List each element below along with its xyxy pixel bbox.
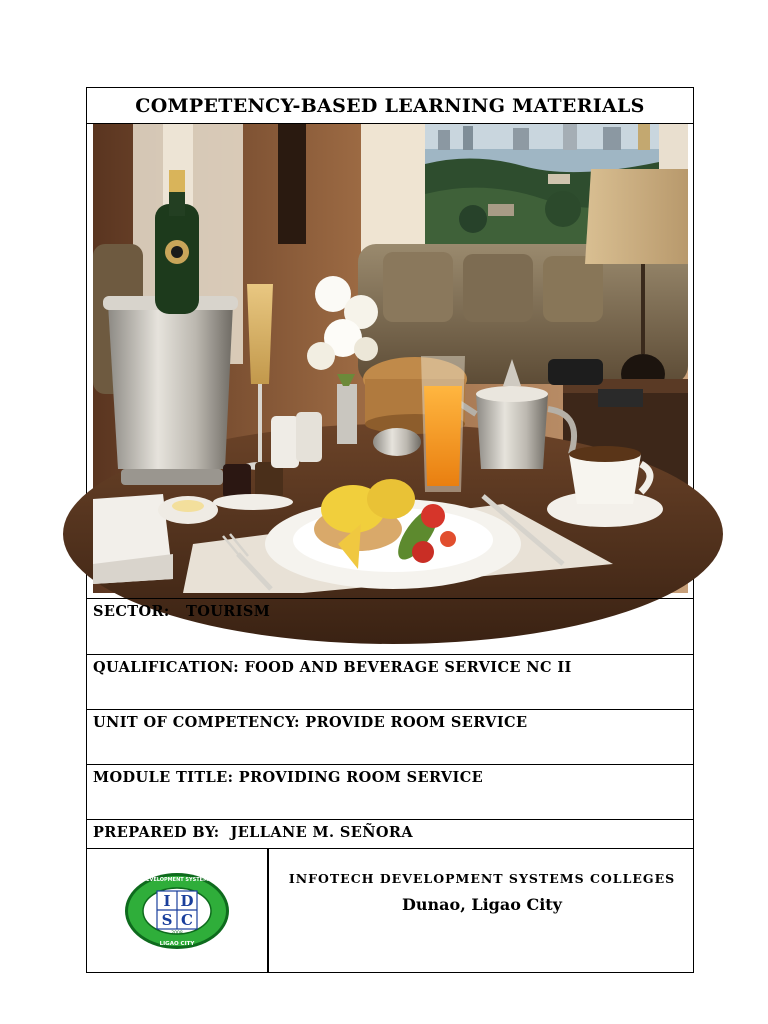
seal-letter-c: C bbox=[181, 910, 193, 929]
module-title-label: MODULE TITLE: PROVIDING ROOM SERVICE bbox=[93, 769, 484, 786]
unit-of-competency-label: UNIT OF COMPETENCY: PROVIDE ROOM SERVICE bbox=[93, 714, 528, 731]
sector-row bbox=[87, 598, 693, 654]
seal-bottom-text: LIGAO CITY bbox=[159, 940, 195, 947]
prepared-by-row bbox=[87, 819, 693, 848]
title-row bbox=[87, 88, 693, 124]
school-name: INFOTECH DEVELOPMENT SYSTEMS COLLEGES bbox=[288, 871, 676, 886]
unit-of-competency-row bbox=[87, 709, 693, 765]
prepared-by-label: PREPARED BY: JELLANE M. SEÑORA bbox=[93, 824, 414, 841]
cover-page bbox=[86, 87, 694, 973]
seal-year: 2008 bbox=[171, 930, 183, 936]
sector-label: SECTOR: TOURISM bbox=[93, 603, 271, 620]
qualification-row bbox=[87, 654, 693, 710]
seal-letter-d: D bbox=[180, 891, 194, 910]
school-footer bbox=[87, 848, 693, 972]
module-title-row bbox=[87, 764, 693, 820]
qualification-label: QUALIFICATION: FOOD AND BEVERAGE SERVICE NC II bbox=[93, 659, 572, 676]
seal-ring-text: INFOTECH DEVELOPMENT SYSTEMS COLLEGES bbox=[111, 876, 243, 883]
seal-letter-s: S bbox=[161, 910, 173, 929]
school-seal-icon bbox=[111, 871, 243, 951]
seal-letter-i: I bbox=[163, 891, 171, 910]
school-city: Dunao, Ligao City bbox=[402, 895, 562, 914]
room-service-photo bbox=[93, 124, 688, 593]
logo-cell bbox=[87, 849, 267, 972]
document-title: COMPETENCY-BASED LEARNING MATERIALS bbox=[135, 94, 645, 117]
room-service-breakfast-illustration bbox=[93, 124, 688, 593]
